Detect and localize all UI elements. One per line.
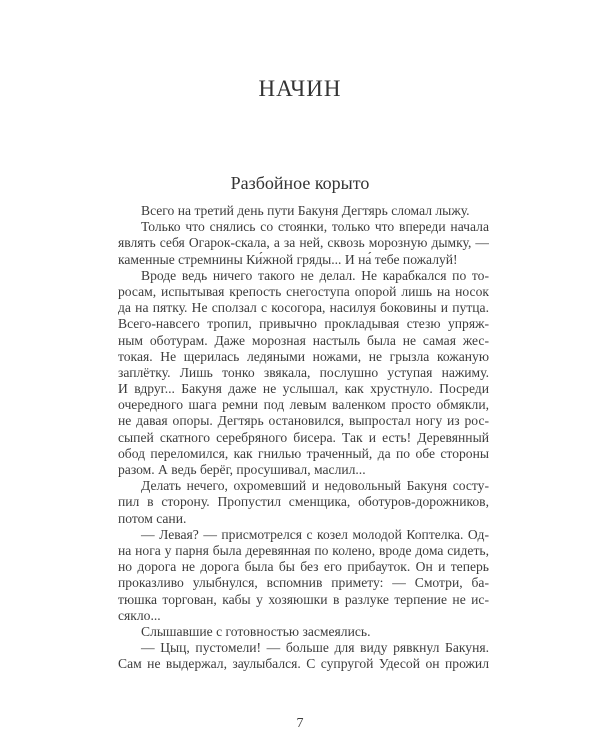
text-line: Всего-навсего тропил, привычно прокладывая стезю упряж- [118, 316, 489, 332]
paragraph [118, 219, 489, 268]
text-line: обод переломился, как гнилью траченный, да по обе стороны [118, 445, 489, 461]
text-line: ным оботурам. Даже морозная настыль была не самая жес- [118, 332, 489, 348]
text-line: сякло... [118, 607, 161, 623]
text-line: потом сани. [118, 510, 187, 526]
body-text [118, 203, 489, 672]
text-line: заплётку. Лишь тонко звякала, послушно уступая нажиму. [118, 364, 489, 380]
text-line: но дорога не дорога была бы без его прибауток. Он и теперь [118, 559, 489, 575]
paragraph [118, 640, 489, 672]
text-line: сыпей скатного серебряного бисера. Так и есть! Деревянный [118, 429, 489, 445]
text-line: тюшка торгован, кабы у хозяюшки в разлуке терпение не ис- [118, 591, 489, 607]
text-line: на нога у парня была деревянная по колено, вроде дома сидеть, [118, 542, 489, 558]
text-line: росам, испытывая крепость снегоступа опорой лишь на носок [118, 283, 489, 299]
paragraph [118, 527, 489, 624]
chapter-title: НАЧИН [258, 76, 342, 101]
text-line: являть себя Огарок-скала, а за ней, сквозь морозную дымку, — [118, 235, 489, 251]
text-line: Только что снялись со стоянки, только что впереди начала [141, 219, 489, 235]
section-title: Разбойное корыто [230, 173, 370, 193]
text-line: — Левая? — присмотрелся с козел молодой Коптелка. Од- [141, 526, 489, 542]
paragraph [118, 478, 489, 527]
text-line: не давая опоры. Дегтярь остановился, выпростал ногу из рос- [118, 413, 489, 429]
text-line: Вроде ведь ничего такого не делал. Не карабкался по то- [141, 267, 489, 283]
text-line: разом. А ведь берёг, просушивал, маслил... [118, 462, 366, 477]
text-line: токая. Не щерилась ледяными ножами, не грызла кожаную [118, 348, 489, 364]
text-line: очередного шага ремни под левым валенком просто обмякли, [118, 397, 489, 413]
text-line: пил в сторону. Пропустил сменщика, оботуров-дорожников, [118, 494, 489, 510]
paragraph [118, 268, 489, 478]
text-line: проказливо улыбнулся, вспомнив примету: — Смотри, ба- [118, 575, 489, 591]
text-line: Делать нечего, охромевший и недовольный Бакуня состу- [141, 478, 489, 494]
paragraph [118, 203, 489, 219]
text-line: Всего на третий день пути Бакуня Дегтярь сломал лыжу. [141, 203, 470, 218]
text-line: Слышавшие с готовностью засмеялись. [141, 623, 371, 639]
text-line: каменные стремнины Ки́жной гряды... И на́ тебе пожалуй! [118, 251, 458, 267]
text-line: да на пятку. Не сползал с косогора, насилуя боковины и путца. [118, 300, 489, 316]
text-line: И вдруг... Бакуня даже не услышал, как хрустнуло. Посреди [118, 381, 489, 397]
text-line: — Цыц, пустомели! — больше для виду рявкнул Бакуня. [141, 640, 489, 656]
page-number: 7 [296, 716, 304, 731]
text-line: Сам не выдержал, заулыбался. С супругой Удесой он прожил [118, 656, 489, 672]
paragraph [118, 624, 489, 640]
